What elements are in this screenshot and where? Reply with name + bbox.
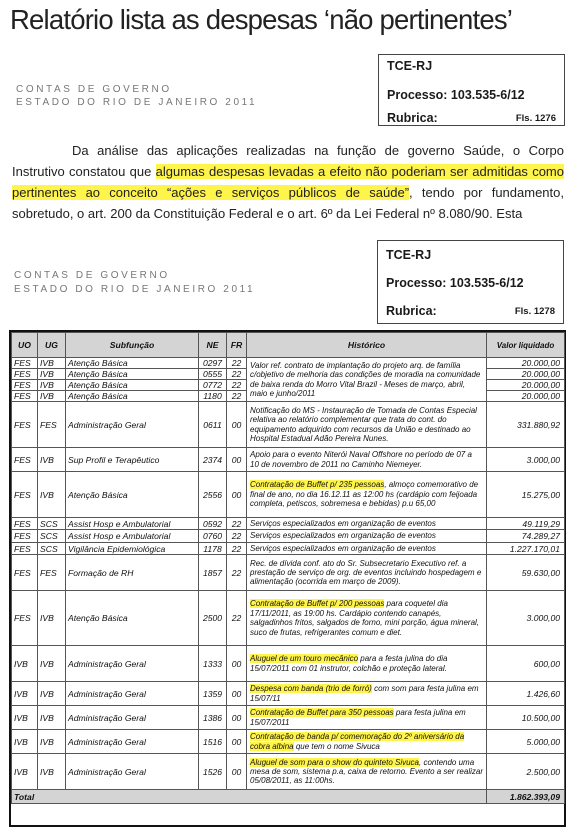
table-row [12,518,565,530]
cell-subfuncao: Atenção Básica [66,369,199,380]
col-header-ug: UG [38,333,66,358]
cell-fr: 00 [227,730,247,754]
cell-historico [247,591,487,646]
cell-valor: 2.500,00 [487,754,565,790]
gov-label-line2: ESTADO DO RIO DE JANEIRO 2011 [14,284,256,295]
cell-valor: 3.000,00 [487,591,565,646]
cell-uo: IVB [12,754,38,790]
cell-ug: IVB [38,646,66,682]
cell-ug: IVB [38,358,66,369]
table-header-row [12,333,565,358]
table-row [12,754,565,790]
cell-ne: 1526 [199,754,227,790]
paragraph-text-1: Da análise das aplicações realizadas na função de governo Saúde, o Corpo Instrutivo constatou que [12,143,564,179]
cell-subfuncao: Administração Geral [66,646,199,682]
table-row [12,646,565,682]
tce-stamp-2 [377,240,564,324]
cell-fr: 22 [227,358,247,369]
table-row [12,730,565,754]
cell-ne: 0611 [199,402,227,448]
cell-fr: 22 [227,369,247,380]
historico-text: para festa julina em 15/07/2011 [250,708,466,727]
cell-historico [247,754,487,790]
cell-uo: FES [12,358,38,369]
cell-valor: 20.000,00 [487,391,565,402]
historico-highlight: Aluguel de som para o show do quinteto Sivuca [250,757,419,767]
cell-historico [247,730,487,754]
col-header-valor: Valor liquidado [487,333,565,358]
historico-text: Serviços especializados em organização de eventos [250,543,436,553]
cell-subfuncao: Assist Hosp e Ambulatorial [66,518,199,530]
stamp-processo: Processo: 103.535-6/12 [387,88,525,102]
table-row [12,402,565,448]
historico-text: Serviços especializados em organização de eventos [250,519,436,528]
historico-text: Serviços especializados em organização de eventos [250,531,436,541]
cell-ne: 0760 [199,530,227,542]
cell-ug: IVB [38,591,66,646]
cell-subfuncao: Atenção Básica [66,472,199,518]
cell-uo: IVB [12,682,38,706]
gov-label-line1: CONTAS DE GOVERNO [16,84,172,95]
col-header-subfuncao: Subfunção [66,333,199,358]
cell-uo: IVB [12,706,38,730]
cell-subfuncao: Administração Geral [66,754,199,790]
cell-fr: 22 [227,380,247,391]
paragraph-highlight: algumas despesas levadas a efeito não poderiam ser admitidas como pertinentes ao conceito “ações e serviços públicos de saúde” [12,164,564,200]
cell-fr: 22 [227,530,247,542]
historico-highlight: Contratação de Buffet p/ 235 pessoas [250,480,385,490]
headline: Relatório lista as despesas ‘não pertinentes’ [10,4,513,35]
cell-ne: 1359 [199,682,227,706]
cell-historico: Valor ref. contrato de implantação do projeto arq. de família c/objetivo de melhoria das condições de moradia na comunidade de baixa renda do Morro Vital Brazil - Meses de março, abril, maio e junho/2011 [247,358,487,402]
stamp-fls: Fls. 1276 [515,113,556,124]
table-row [12,472,565,518]
historico-text: , almoço comemorativo de final de ano, no dia 16.12.11 as 12:00 hs (cardápio com feijoada completa, petiscos, sobremesa e bebidas) p.u 65,00 [250,480,479,509]
gov-label-line1: CONTAS DE GOVERNO [14,270,170,281]
cell-ug: SCS [38,530,66,542]
cell-subfuncao: Atenção Básica [66,358,199,369]
stamp-rubrica: Rubrica: [386,304,437,318]
cell-uo: FES [12,380,38,391]
table-row [12,358,565,369]
cell-subfuncao: Administração Geral [66,402,199,448]
cell-fr: 00 [227,646,247,682]
cell-valor: 20.000,00 [487,369,565,380]
cell-valor: 49.119,29 [487,518,565,530]
historico-text: para coquetel dia 17/11/2011, as 19:00 hs. Cardápio contendo canapés, salgadinhos fritos, salgados de forno, mini porção, água mineral, suco de frutas, refrigerantes comum e diet. [250,599,480,637]
stamp-org: TCE-RJ [387,59,433,73]
cell-uo: FES [12,448,38,472]
cell-valor: 59.630,00 [487,555,565,591]
cell-historico [247,402,487,448]
cell-ug: FES [38,555,66,591]
table-row [12,555,565,591]
cell-ne: 0592 [199,518,227,530]
document-header-1 [0,50,575,125]
cell-uo: FES [12,402,38,448]
document-header-2 [0,238,575,328]
table-row [12,448,565,472]
cell-historico [247,555,487,591]
total-value: 1.862.393,09 [487,790,565,804]
cell-fr: 00 [227,472,247,518]
cell-valor: 1.227.170,01 [487,542,565,554]
historico-text: , contendo uma mesa de som, sistema p.a, caixa de retorno. Evento a ser realizar 05/08/2011, as 11:00hs. [250,757,483,786]
cell-uo: FES [12,391,38,402]
cell-ne: 1333 [199,646,227,682]
cell-ne: 2556 [199,472,227,518]
cell-fr: 00 [227,682,247,706]
cell-subfuncao: Sup Profil e Terapêutico [66,448,199,472]
table-row [12,542,565,554]
historico-highlight: Contratação de Buffet para 350 pessoas [250,708,394,718]
cell-valor: 600,00 [487,646,565,682]
col-header-ne: NE [199,333,227,358]
expenses-table [9,330,566,827]
cell-fr: 22 [227,555,247,591]
analysis-paragraph [12,140,564,224]
cell-historico [247,542,487,554]
cell-ug: SCS [38,542,66,554]
cell-historico [247,706,487,730]
cell-fr: 00 [227,706,247,730]
col-header-historico: Histórico [247,333,487,358]
cell-historico [247,682,487,706]
cell-ne: 1180 [199,391,227,402]
cell-ne: 2374 [199,448,227,472]
cell-fr: 22 [227,518,247,530]
cell-fr: 22 [227,542,247,554]
cell-subfuncao: Atenção Básica [66,391,199,402]
col-header-fr: FR [227,333,247,358]
cell-subfuncao: Vigilância Epidemiológica [66,542,199,554]
historico-text: Rec. de dívida conf. ato do Sr. Subsecretario Executivo ref. a prestação de serviço de org. de eventos incluindo hospedagem e alimentação (ocorrida em março de 2009). [250,558,482,587]
cell-ug: IVB [38,369,66,380]
cell-ug: IVB [38,391,66,402]
cell-valor: 331.880,92 [487,402,565,448]
historico-highlight: Despesa com banda (trio de forró) [250,684,372,694]
cell-historico [247,646,487,682]
cell-uo: FES [12,518,38,530]
table-row [12,706,565,730]
cell-uo: FES [12,369,38,380]
cell-fr: 00 [227,402,247,448]
cell-uo: IVB [12,646,38,682]
tce-stamp-1 [378,54,565,126]
table-row [12,682,565,706]
cell-valor: 20.000,00 [487,358,565,369]
table-row [12,530,565,542]
cell-ug: IVB [38,380,66,391]
cell-ug: IVB [38,682,66,706]
cell-uo: FES [12,591,38,646]
cell-ug: IVB [38,472,66,518]
cell-subfuncao: Formação de RH [66,555,199,591]
cell-subfuncao: Atenção Básica [66,380,199,391]
cell-ne: 0772 [199,380,227,391]
expenses-table-grid [11,332,565,804]
cell-valor: 15.275,00 [487,472,565,518]
cell-ug: SCS [38,518,66,530]
cell-historico [247,530,487,542]
cell-fr: 22 [227,391,247,402]
cell-subfuncao: Assist Hosp e Ambulatorial [66,530,199,542]
cell-ne: 0555 [199,369,227,380]
cell-valor: 74.289,27 [487,530,565,542]
cell-ne: 0297 [199,358,227,369]
cell-fr: 00 [227,448,247,472]
historico-text: Notificação do MS - Instauração de Tomada de Contas Especial relativa ao relatório complementar que trata do cont. do equipamento adquirido com recursos da União e destinado ao Hospital Estadual Adão Pereira Nunes. [250,405,477,443]
total-label: Total [12,790,487,804]
historico-text: com som para festa julina em 15/07/11 [250,684,479,703]
cell-historico [247,448,487,472]
cell-fr: 00 [227,754,247,790]
cell-historico [247,518,487,530]
cell-ug: FES [38,402,66,448]
stamp-org: TCE-RJ [386,248,432,262]
historico-highlight: Aluguel de um touro mecânico [250,654,359,664]
cell-ne: 1857 [199,555,227,591]
cell-ne: 1386 [199,706,227,730]
cell-ug: IVB [38,706,66,730]
cell-subfuncao: Administração Geral [66,730,199,754]
cell-valor: 5.000,00 [487,730,565,754]
cell-valor: 1.426,60 [487,682,565,706]
cell-ug: IVB [38,754,66,790]
table-row [12,591,565,646]
historico-text: para a festa julina do dia 15/07/2011 com 01 instrutor, colchão e proteção lateral. [250,654,448,673]
paragraph-text-2: , tendo por fundamento, sobretudo, o art. 200 da Constituição Federal e o art. 6º da Lei Federal nº 8.080/90. Esta [12,185,564,221]
cell-fr: 22 [227,591,247,646]
historico-highlight: Contratação de banda p/ comemoração do 2º aniversário da cobra albina [250,732,465,751]
cell-ug: IVB [38,730,66,754]
cell-valor: 20.000,00 [487,380,565,391]
stamp-fls: Fls. 1278 [514,306,555,317]
historico-text: que tem o nome Sivuca [293,741,380,751]
cell-uo: FES [12,472,38,518]
cell-uo: IVB [12,730,38,754]
col-header-uo: UO [12,333,38,358]
total-row [12,790,565,804]
historico-highlight: Contratação de Buffet p/ 200 pessoas [250,599,385,609]
cell-valor: 3.000,00 [487,448,565,472]
cell-ne: 2500 [199,591,227,646]
cell-ne: 1178 [199,542,227,554]
cell-ne: 1516 [199,730,227,754]
stamp-rubrica: Rubrica: [387,111,438,125]
cell-valor: 10.500,00 [487,706,565,730]
cell-subfuncao: Administração Geral [66,682,199,706]
cell-subfuncao: Atenção Básica [66,591,199,646]
cell-historico [247,472,487,518]
cell-ug: IVB [38,448,66,472]
cell-uo: FES [12,530,38,542]
stamp-processo: Processo: 103.535-6/12 [386,276,524,290]
cell-subfuncao: Administração Geral [66,706,199,730]
cell-uo: FES [12,542,38,554]
historico-text: Apoio para o evento Niterói Naval Offshore no período de 07 a 10 de novembro de 2011 no Caminho Niemeyer. [250,450,472,469]
gov-label-line2: ESTADO DO RIO DE JANEIRO 2011 [16,97,258,108]
cell-uo: FES [12,555,38,591]
